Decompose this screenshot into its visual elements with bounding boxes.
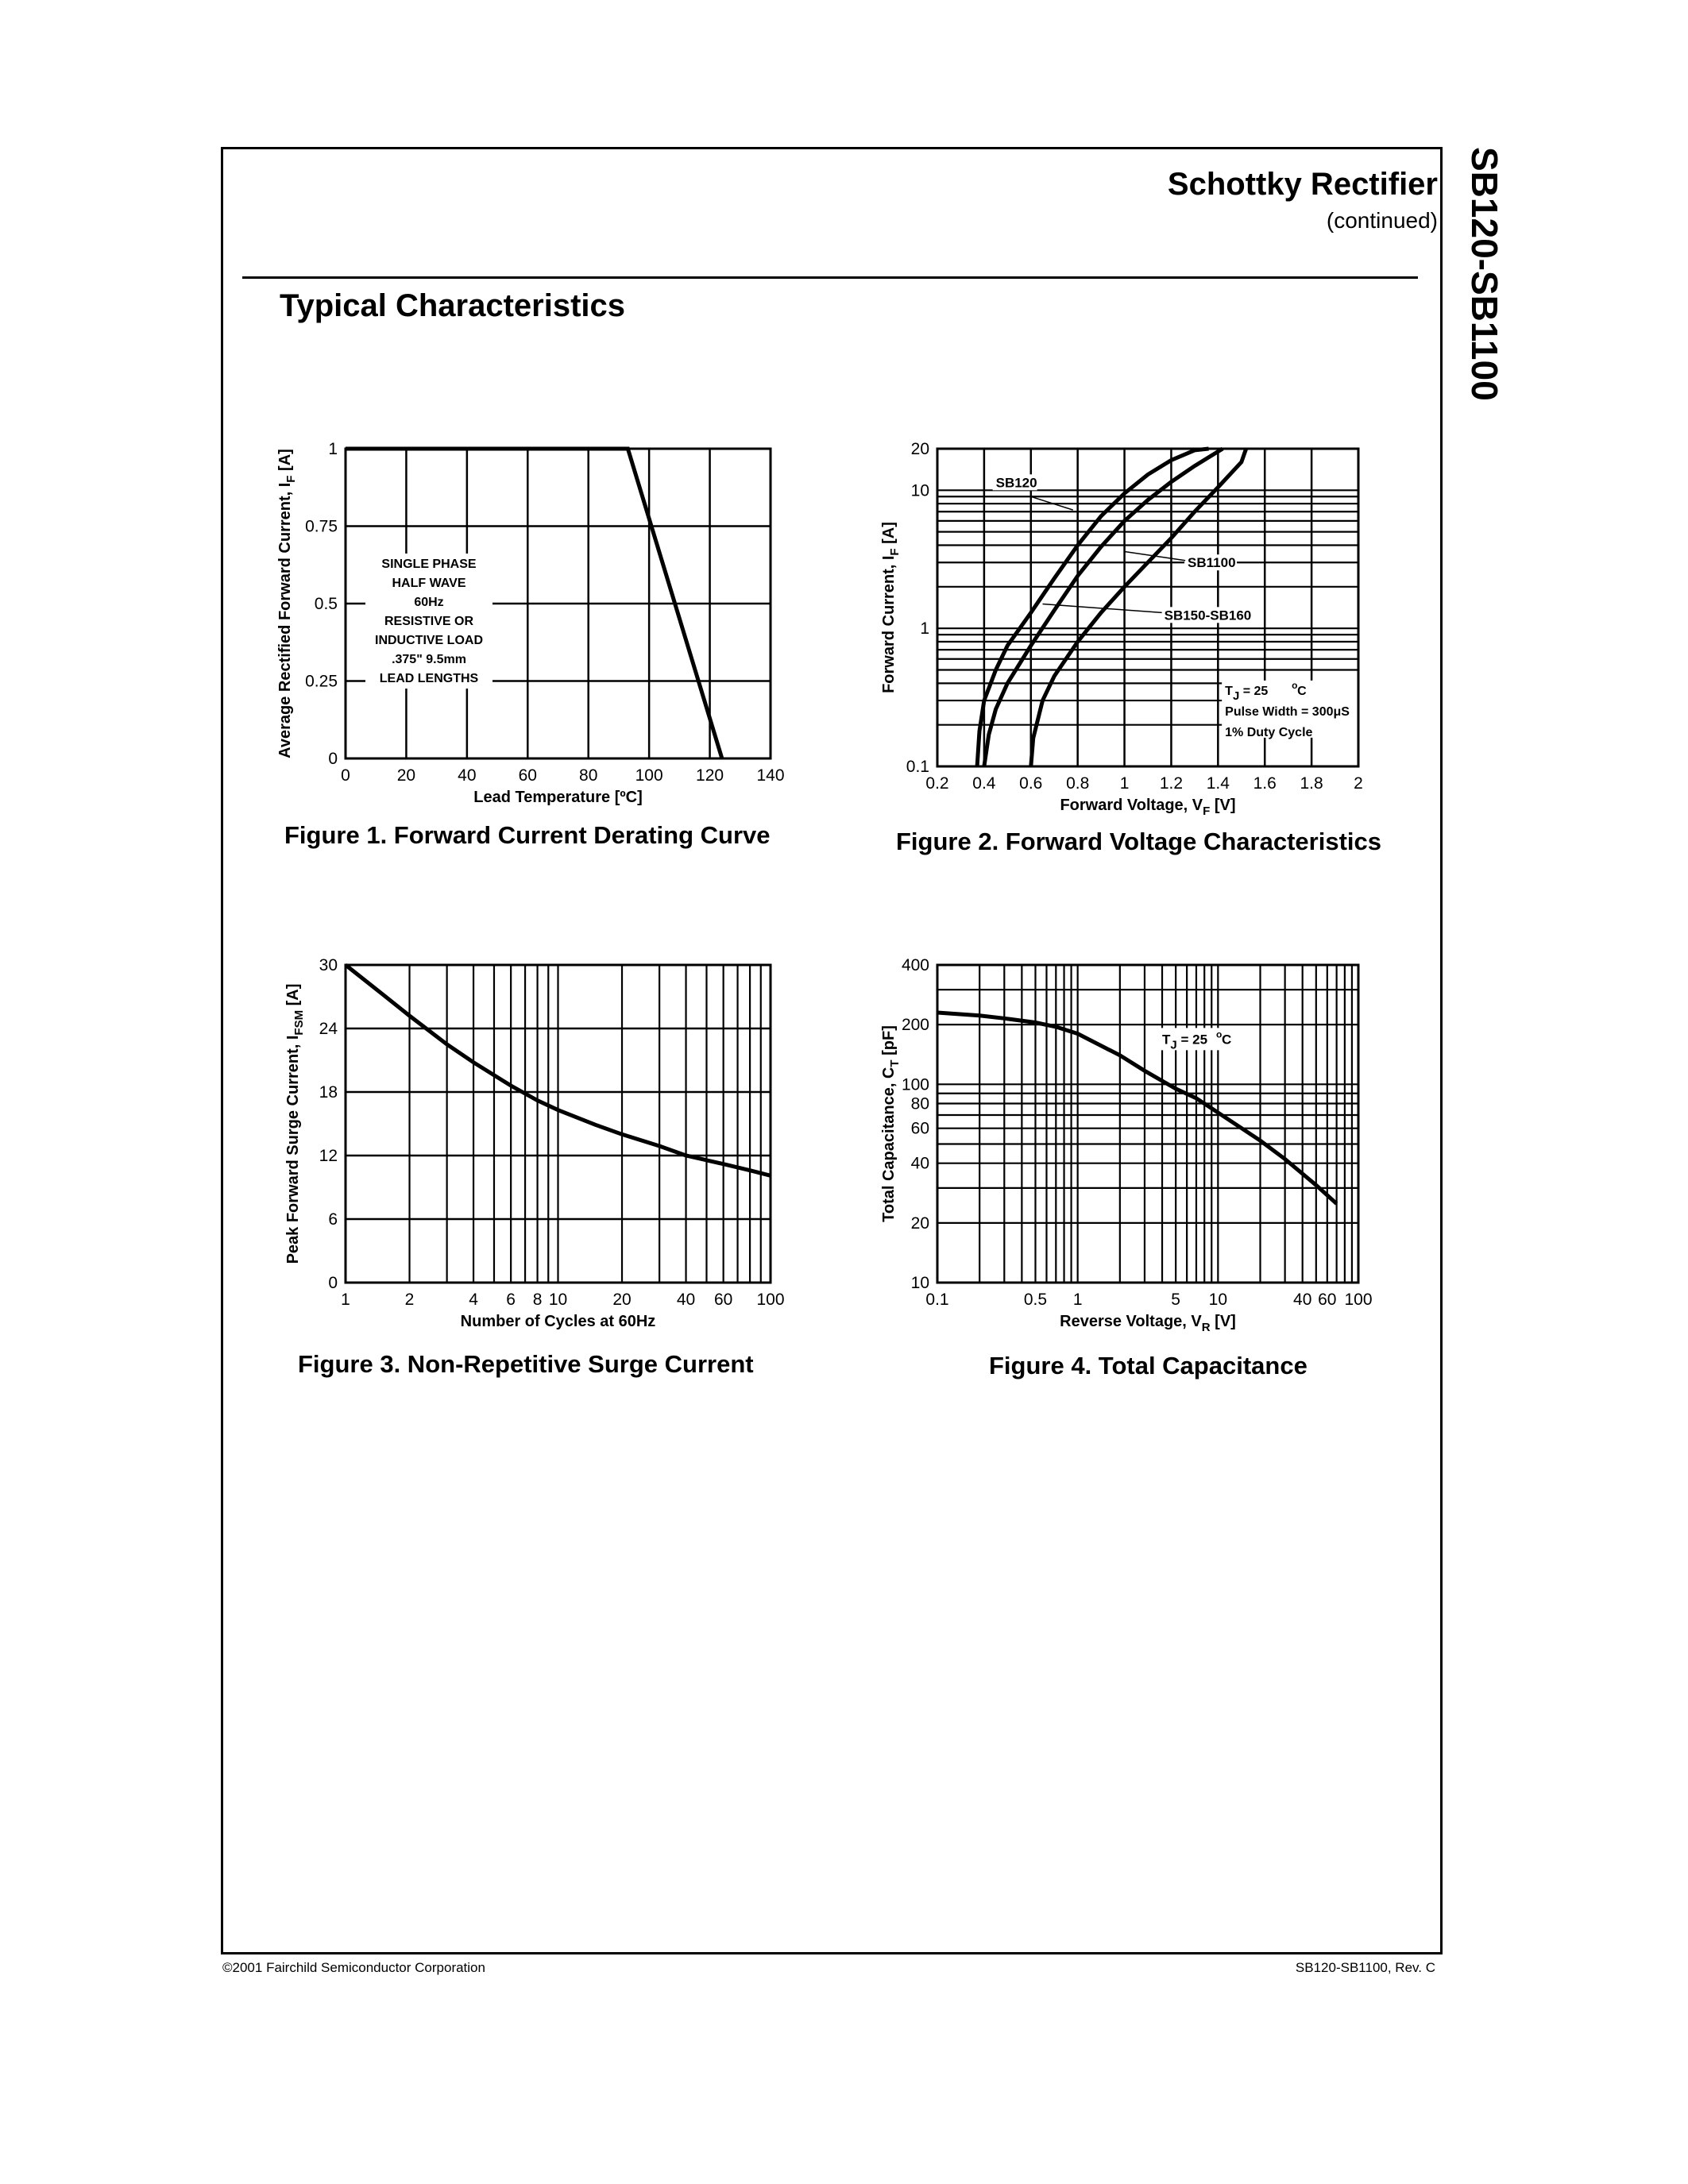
x-tick-label: 1.8 bbox=[1300, 774, 1323, 793]
y-axis-label: Peak Forward Surge Current, $I_{FSM}$ [A] bbox=[284, 983, 306, 1264]
x-tick-label: 1.6 bbox=[1253, 774, 1277, 793]
x-tick-label: 0.2 bbox=[925, 774, 949, 793]
x-tick-label: 0 bbox=[341, 766, 350, 785]
y-tick-label: 40 bbox=[910, 1154, 929, 1173]
x-tick-label: 0.6 bbox=[1019, 774, 1043, 793]
condition-duty: 1% Duty Cycle bbox=[1225, 725, 1313, 739]
y-tick-label: 0.5 bbox=[314, 595, 338, 613]
x-tick-label: 2 bbox=[404, 1291, 415, 1309]
y-axis-label: Average Rectified Forward Current, $I_F$ [A] bbox=[276, 449, 298, 758]
x-tick-label: 20 bbox=[396, 766, 416, 785]
x-tick-label: 80 bbox=[579, 766, 598, 785]
side-tab bbox=[1455, 147, 1519, 465]
condition-tj: TJ = 25 bbox=[1162, 1032, 1208, 1052]
y-tick-label: 0.75 bbox=[305, 517, 338, 536]
y-tick-label: 20 bbox=[910, 1214, 929, 1233]
footer-docref: SB120-SB1100, Rev. C bbox=[1295, 1960, 1435, 1975]
x-tick-label: 40 bbox=[458, 766, 477, 785]
annotation-line: RESISTIVE OR bbox=[384, 615, 474, 628]
y-tick-label: 10 bbox=[910, 481, 929, 500]
header-title: Schottky Rectifier bbox=[1167, 167, 1438, 202]
label-sb150-sb160: SB150-SB160 bbox=[1164, 608, 1252, 623]
x-tick-label: 10 bbox=[548, 1291, 568, 1309]
annotation-line: LEAD LENGTHS bbox=[379, 672, 479, 685]
series-line-capacitance bbox=[937, 1013, 1337, 1204]
x-tick-label: 8 bbox=[532, 1291, 543, 1309]
x-tick-label: 60 bbox=[1318, 1291, 1337, 1309]
annotation-line: .375" 9.5mm bbox=[392, 653, 466, 666]
annotation-line: HALF WAVE bbox=[392, 577, 466, 590]
chart-total-capacitance bbox=[874, 945, 1414, 1342]
condition-tj: TJ = 25 bbox=[1225, 684, 1269, 703]
x-tick-label: 100 bbox=[1344, 1291, 1373, 1309]
x-tick-label: 4 bbox=[469, 1291, 478, 1309]
figure-3-caption: Figure 3. Non-Repetitive Surge Current bbox=[298, 1350, 754, 1378]
figure-4-caption: Figure 4. Total Capacitance bbox=[989, 1352, 1308, 1379]
figure-2-caption: Figure 2. Forward Voltage Characteristics bbox=[896, 828, 1381, 855]
chart-forward-voltage bbox=[874, 429, 1414, 834]
y-tick-label: 20 bbox=[910, 440, 929, 458]
y-tick-label: 0.1 bbox=[906, 758, 929, 776]
y-tick-label: 6 bbox=[328, 1210, 338, 1229]
condition-tj-degree: o bbox=[1292, 679, 1298, 691]
x-tick-label: 60 bbox=[713, 1291, 733, 1309]
condition-tj-unit: C bbox=[1297, 684, 1307, 698]
x-tick-label: 5 bbox=[1171, 1291, 1180, 1309]
x-tick-label: 140 bbox=[756, 766, 785, 785]
annotation-line: 60Hz bbox=[414, 596, 444, 609]
condition-tj-degree: o bbox=[1216, 1028, 1223, 1040]
x-axis-label: Number of Cycles at 60Hz bbox=[460, 1313, 656, 1330]
header-rule bbox=[242, 276, 1418, 279]
x-tick-label: 1.4 bbox=[1206, 774, 1230, 793]
y-tick-label: 24 bbox=[319, 1020, 338, 1038]
y-tick-label: 18 bbox=[319, 1083, 338, 1102]
y-axis-label: Total Capacitance, $C_T$ [pF] bbox=[880, 1025, 902, 1222]
y-tick-label: 60 bbox=[910, 1119, 929, 1138]
x-tick-label: 0.5 bbox=[1023, 1291, 1048, 1309]
label-sb1100: SB1100 bbox=[1188, 555, 1236, 571]
y-tick-label: 200 bbox=[901, 1016, 929, 1035]
x-axis-label: Lead Temperature [ºC] bbox=[473, 789, 643, 806]
chart-surge-current bbox=[262, 945, 802, 1342]
x-tick-label: 100 bbox=[635, 766, 663, 785]
y-tick-label: 1 bbox=[328, 440, 338, 458]
x-tick-label: 40 bbox=[676, 1291, 696, 1309]
condition-pulse: Pulse Width = 300μS bbox=[1225, 704, 1350, 719]
y-tick-label: 80 bbox=[910, 1094, 929, 1113]
x-tick-label: 40 bbox=[1293, 1291, 1312, 1309]
label-sb120: SB120 bbox=[995, 475, 1037, 491]
y-tick-label: 10 bbox=[910, 1274, 929, 1292]
x-tick-label: 1 bbox=[1072, 1291, 1083, 1309]
x-axis-label: Forward Voltage, $V_F$ [V] bbox=[1060, 797, 1236, 818]
y-tick-label: 12 bbox=[319, 1147, 338, 1165]
plot-frame bbox=[937, 965, 1358, 1283]
annotation-line: INDUCTIVE LOAD bbox=[375, 634, 483, 647]
annotation-line: SINGLE PHASE bbox=[381, 558, 477, 571]
y-axis-label: Forward Current, $I_F$ [A] bbox=[880, 522, 902, 693]
x-tick-label: 20 bbox=[612, 1291, 632, 1309]
x-tick-label: 120 bbox=[696, 766, 724, 785]
condition-tj-unit: C bbox=[1222, 1032, 1232, 1048]
x-tick-label: 0.4 bbox=[972, 774, 996, 793]
x-tick-label: 1 bbox=[341, 1291, 350, 1309]
x-tick-label: 1 bbox=[1119, 774, 1130, 793]
header-subtitle: (continued) bbox=[1326, 208, 1438, 233]
x-tick-label: 60 bbox=[518, 766, 537, 785]
x-tick-label: 2 bbox=[1354, 774, 1363, 793]
figure-1-caption: Figure 1. Forward Current Derating Curve bbox=[284, 821, 771, 849]
y-tick-label: 0 bbox=[328, 1274, 338, 1292]
x-tick-label: 100 bbox=[756, 1291, 785, 1309]
y-tick-label: 400 bbox=[901, 956, 929, 974]
y-tick-label: 30 bbox=[319, 956, 338, 974]
y-tick-label: 0 bbox=[328, 750, 338, 768]
footer-copyright: ©2001 Fairchild Semiconductor Corporation bbox=[222, 1960, 485, 1975]
x-tick-label: 0.1 bbox=[925, 1291, 949, 1309]
y-tick-label: 0.25 bbox=[305, 672, 338, 691]
x-tick-label: 1.2 bbox=[1159, 774, 1184, 793]
x-tick-label: 6 bbox=[506, 1291, 516, 1309]
y-tick-label: 1 bbox=[920, 619, 929, 639]
side-tab-label: SB120-SB1100 bbox=[1464, 147, 1505, 401]
x-tick-label: 10 bbox=[1208, 1291, 1228, 1309]
chart-forward-current-derating bbox=[262, 413, 802, 826]
x-axis-label: Reverse Voltage, $V_R$ [V] bbox=[1060, 1313, 1236, 1334]
y-tick-label: 100 bbox=[901, 1075, 929, 1094]
x-tick-label: 0.8 bbox=[1066, 774, 1090, 793]
section-title: Typical Characteristics bbox=[280, 288, 626, 323]
